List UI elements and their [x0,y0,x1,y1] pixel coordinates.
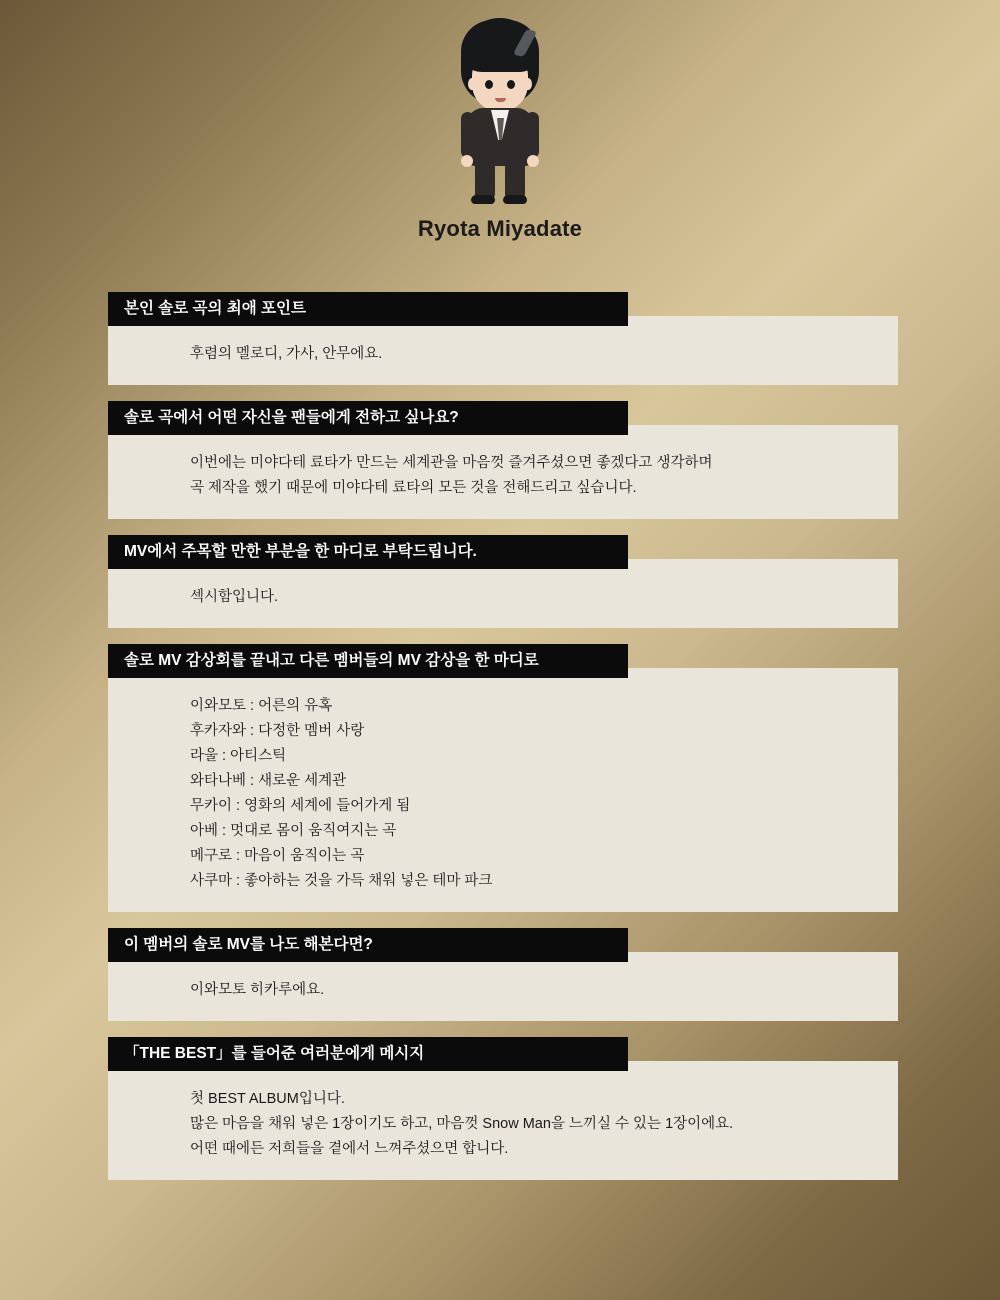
answer-line: 첫 BEST ALBUM입니다. [190,1091,345,1107]
question-band: 이 멤버의 솔로 MV를 나도 해본다면? [108,928,628,962]
answer-line: 섹시함입니다. [190,589,279,605]
chibi-character-avatar-icon [435,14,565,204]
avatar-hand-left [461,155,473,167]
answer-line: 사쿠마 : 좋아하는 것을 가득 채워 넣은 테마 파크 [190,873,493,889]
avatar-container [0,14,1000,204]
answer-line: 와타나베 : 새로운 세계관 [190,773,347,789]
avatar-eye-right [507,80,515,89]
qa-item [0,292,1000,385]
avatar-shoe-left [471,195,495,204]
answer-line: 아베 : 멋대로 몸이 움직여지는 곡 [190,823,397,839]
answer-panel [108,316,898,385]
avatar-hand-right [527,155,539,167]
answer-line: 이번에는 미야다테 료타가 만드는 세계관을 마음껏 즐겨주셨으면 좋겠다고 생각하며 [190,455,713,471]
answer-line: 무카이 : 영화의 세계에 들어가게 됨 [190,798,411,814]
avatar-shoe-right [503,195,527,204]
answer-line: 어떤 때에든 저희들을 곁에서 느껴주셨으면 합니다. [190,1141,509,1157]
avatar-eye-left [485,80,493,89]
answer-line: 후렴의 멜로디, 가사, 안무에요. [190,346,383,362]
answer-line: 많은 마음을 채워 넣은 1장이기도 하고, 마음껏 Snow Man을 느끼실 수 있는 1장이에요. [190,1116,734,1132]
qa-item [0,644,1000,912]
qa-item [0,535,1000,628]
answer-panel [108,559,898,628]
question-band: 본인 솔로 곡의 최애 포인트 [108,292,628,326]
answer-panel [108,668,898,912]
answer-line: 곡 제작을 했기 때문에 미야다테 료타의 모든 것을 전해드리고 싶습니다. [190,480,637,496]
question-band: MV에서 주목할 만한 부분을 한 마디로 부탁드립니다. [108,535,628,569]
qa-item [0,1037,1000,1180]
qa-item [0,928,1000,1021]
answer-panel [108,425,898,519]
answer-line: 이와모토 히카루에요. [190,982,325,998]
answer-line: 이와모토 : 어른의 유혹 [190,698,333,714]
profile-name: Ryota Miyadate [417,216,583,241]
answer-line: 메구로 : 마음이 움직이는 곡 [190,848,365,864]
question-band: 솔로 곡에서 어떤 자신을 팬들에게 전하고 싶나요? [108,401,628,435]
qa-item [0,401,1000,519]
qa-list [0,292,1000,1196]
answer-line: 라울 : 아티스틱 [190,748,287,764]
answer-panel [108,952,898,1021]
answer-panel [108,1061,898,1180]
answer-line: 후카자와 : 다정한 멤버 사랑 [190,723,365,739]
question-band: 솔로 MV 감상회를 끝내고 다른 멤버들의 MV 감상을 한 마디로 [108,644,628,678]
question-band: 「THE BEST」를 들어준 여러분에게 메시지 [108,1037,628,1071]
